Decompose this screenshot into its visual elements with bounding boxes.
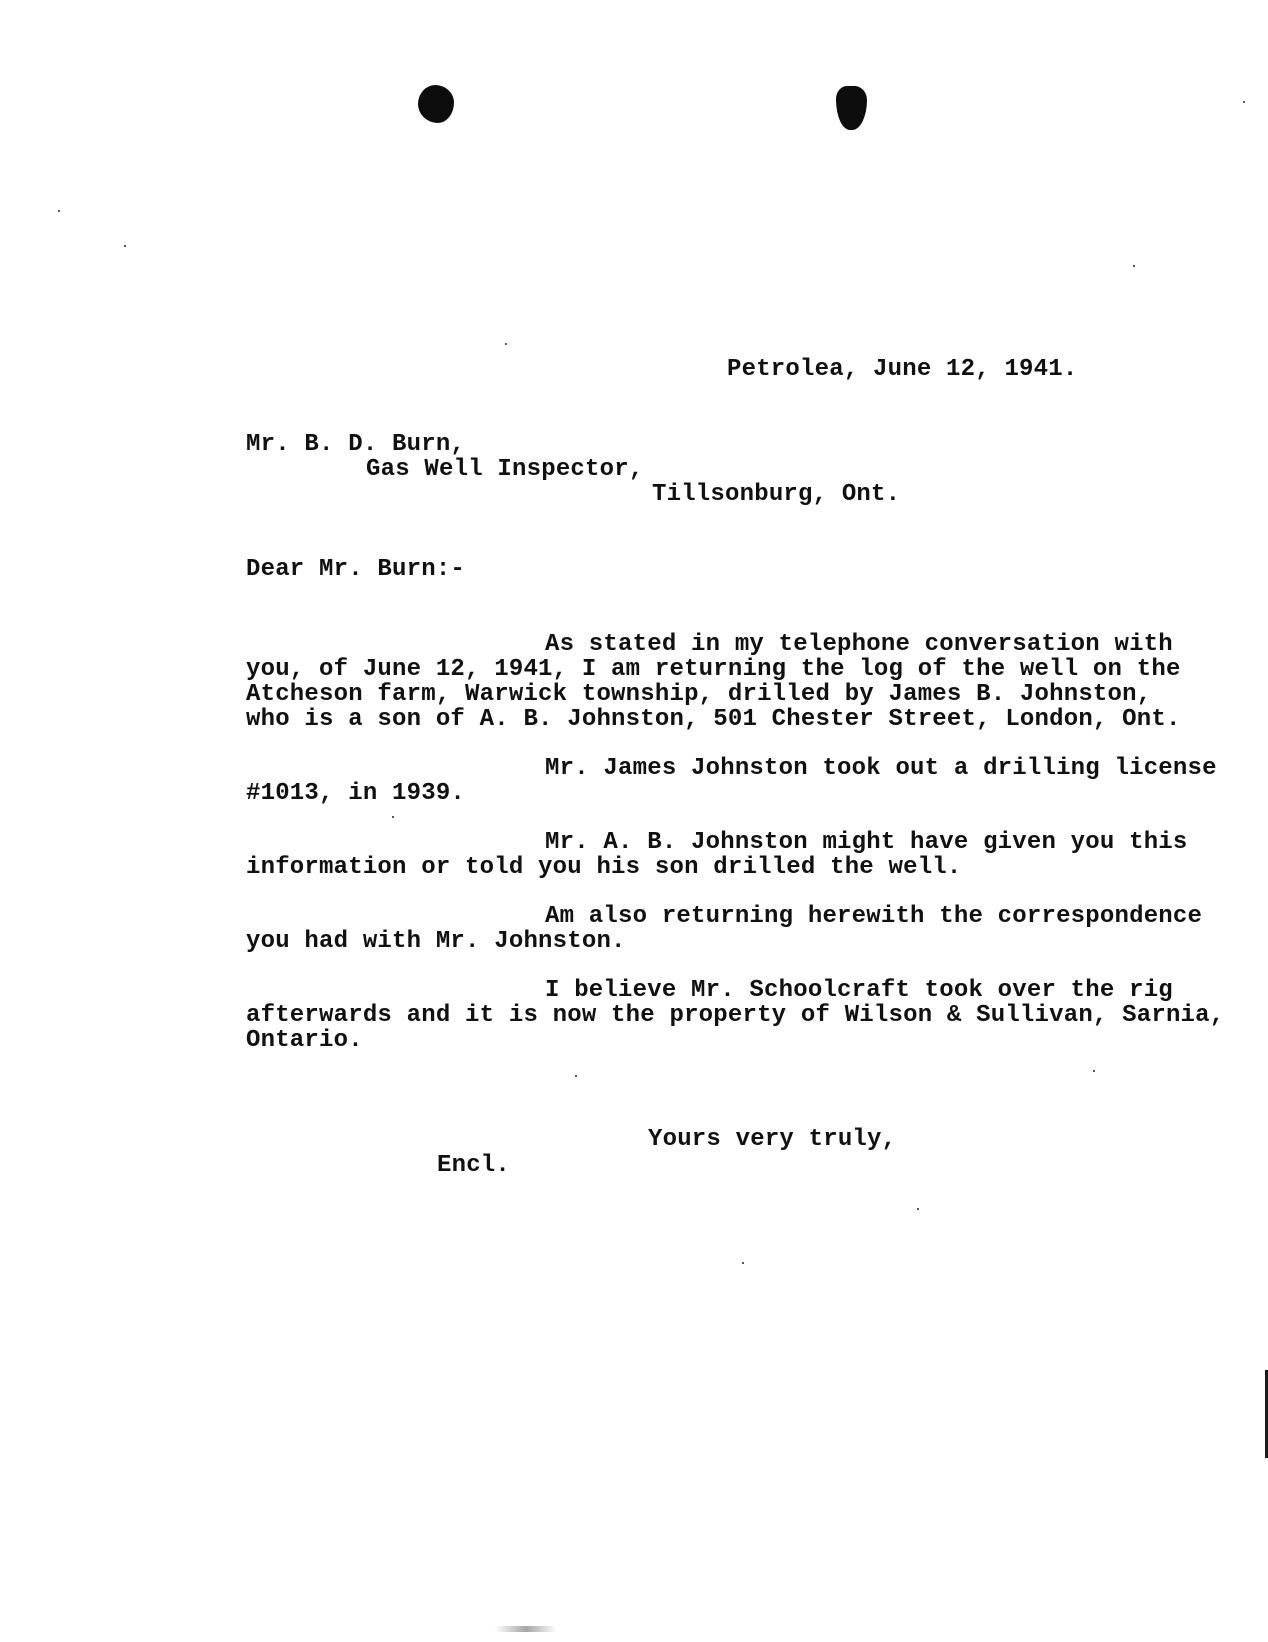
- salutation: Dear Mr. Burn:-: [246, 556, 466, 583]
- punch-hole-right: [836, 86, 867, 130]
- body-line: you had with Mr. Johnston.: [246, 928, 626, 955]
- scan-speck: [392, 816, 394, 818]
- scan-speck: [124, 245, 126, 247]
- scan-speck: [1133, 265, 1135, 267]
- body-line: As stated in my telephone conversation with: [545, 631, 1173, 658]
- body-line: #1013, in 1939.: [246, 780, 466, 807]
- body-line: information or told you his son drilled the well.: [246, 854, 962, 881]
- closing: Yours very truly,: [648, 1126, 897, 1153]
- scan-speck: [58, 210, 60, 212]
- body-line: who is a son of A. B. Johnston, 501 Chester Street, London, Ont.: [246, 706, 1181, 733]
- body-line: Ontario.: [246, 1027, 363, 1054]
- body-line: Atcheson farm, Warwick township, drilled by James B. Johnston,: [246, 681, 1152, 708]
- scan-speck: [917, 1208, 919, 1210]
- scan-speck: [505, 343, 507, 345]
- scan-smudge: [495, 1626, 557, 1632]
- body-line: I believe Mr. Schoolcraft took over the rig: [545, 977, 1173, 1004]
- scan-speck: [1243, 101, 1245, 103]
- body-line: you, of June 12, 1941, I am returning the log of the well on the: [246, 656, 1181, 683]
- addressee-title: Gas Well Inspector,: [366, 456, 644, 483]
- punch-hole-left: [418, 85, 454, 123]
- scan-speck: [575, 1075, 577, 1077]
- body-line: Mr. James Johnston took out a drilling license: [545, 755, 1217, 782]
- scan-speck: [1093, 1070, 1095, 1072]
- body-line: afterwards and it is now the property of Wilson & Sullivan, Sarnia,: [246, 1002, 1225, 1029]
- scan-speck: [742, 1262, 744, 1264]
- date-line: Petrolea, June 12, 1941.: [727, 356, 1078, 383]
- addressee-name: Mr. B. D. Burn,: [246, 431, 466, 458]
- enclosure-note: Encl.: [437, 1152, 511, 1179]
- addressee-location: Tillsonburg, Ont.: [652, 481, 901, 508]
- body-line: Am also returning herewith the correspondence: [545, 903, 1203, 930]
- body-line: Mr. A. B. Johnston might have given you this: [545, 829, 1188, 856]
